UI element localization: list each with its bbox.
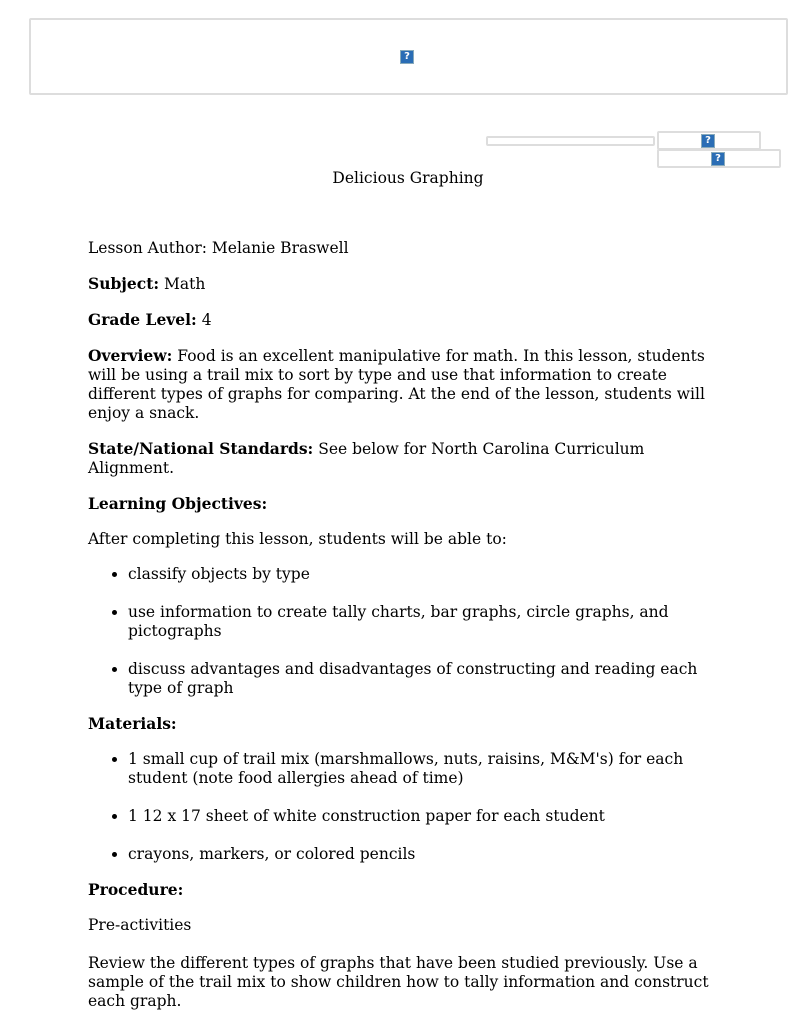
image-button-2[interactable] — [657, 149, 781, 168]
grade-level — [88, 310, 733, 330]
banner-ad[interactable] — [29, 18, 788, 95]
list-item: • 1 small cup of trail mix (marshmallows, nuts, raisins, M&M's) for each student (note food allergies ahead of time) — [128, 750, 733, 788]
grade-level-label: Grade Level: — [88, 310, 197, 329]
overview — [88, 346, 733, 423]
search-field[interactable] — [486, 136, 655, 146]
standards — [88, 439, 733, 478]
page-title: Delicious Graphing — [332, 169, 484, 187]
procedure-subheading: Pre-activities — [88, 916, 192, 934]
objectives-list — [88, 565, 733, 698]
list-item: • use information to create tally charts, bar graphs, circle graphs, and pictographs — [128, 603, 733, 641]
objectives-intro: After completing this lesson, students will be able to: — [88, 530, 507, 548]
list-item: • discuss advantages and disadvantages of constructing and reading each type of graph — [128, 660, 733, 698]
image-button-1[interactable] — [657, 131, 761, 150]
missing-image-icon: ? — [701, 134, 715, 148]
procedure-label: Procedure: — [88, 880, 184, 899]
list-item: • crayons, markers, or colored pencils — [128, 845, 733, 864]
materials-label: Materials: — [88, 714, 177, 733]
lesson-content — [88, 239, 733, 1027]
subject — [88, 274, 733, 294]
subject-value: Math — [159, 275, 206, 293]
list-item: • classify objects by type — [128, 565, 733, 584]
author: Lesson Author: Melanie Braswell — [88, 239, 349, 257]
objectives-heading — [88, 494, 733, 514]
list-item: • 1 12 x 17 sheet of white construction paper for each student — [128, 807, 733, 826]
materials-list — [88, 750, 733, 864]
missing-image-icon: ? — [711, 152, 725, 166]
standards-label: State/National Standards: — [88, 439, 314, 458]
overview-text: Food is an excellent manipulative for math. In this lesson, students will be using a trail mix to sort by type and use that information to create different types of graphs for comparing. At the end of the lesson, students will enjoy a snack. — [88, 347, 705, 422]
procedure-text: Review the different types of graphs that have been studied previously. Use a sample of the trail mix to show children how to tally information and construct each graph. — [88, 954, 709, 1010]
subject-label: Subject: — [88, 274, 160, 293]
materials-heading — [88, 714, 733, 734]
standards-text: See below for North Carolina Curriculum Alignment. — [88, 440, 645, 477]
grade-level-value: 4 — [196, 311, 212, 329]
procedure-heading — [88, 880, 733, 900]
overview-label: Overview: — [88, 346, 173, 365]
missing-image-icon: ? — [400, 50, 414, 64]
objectives-label: Learning Objectives: — [88, 494, 268, 513]
